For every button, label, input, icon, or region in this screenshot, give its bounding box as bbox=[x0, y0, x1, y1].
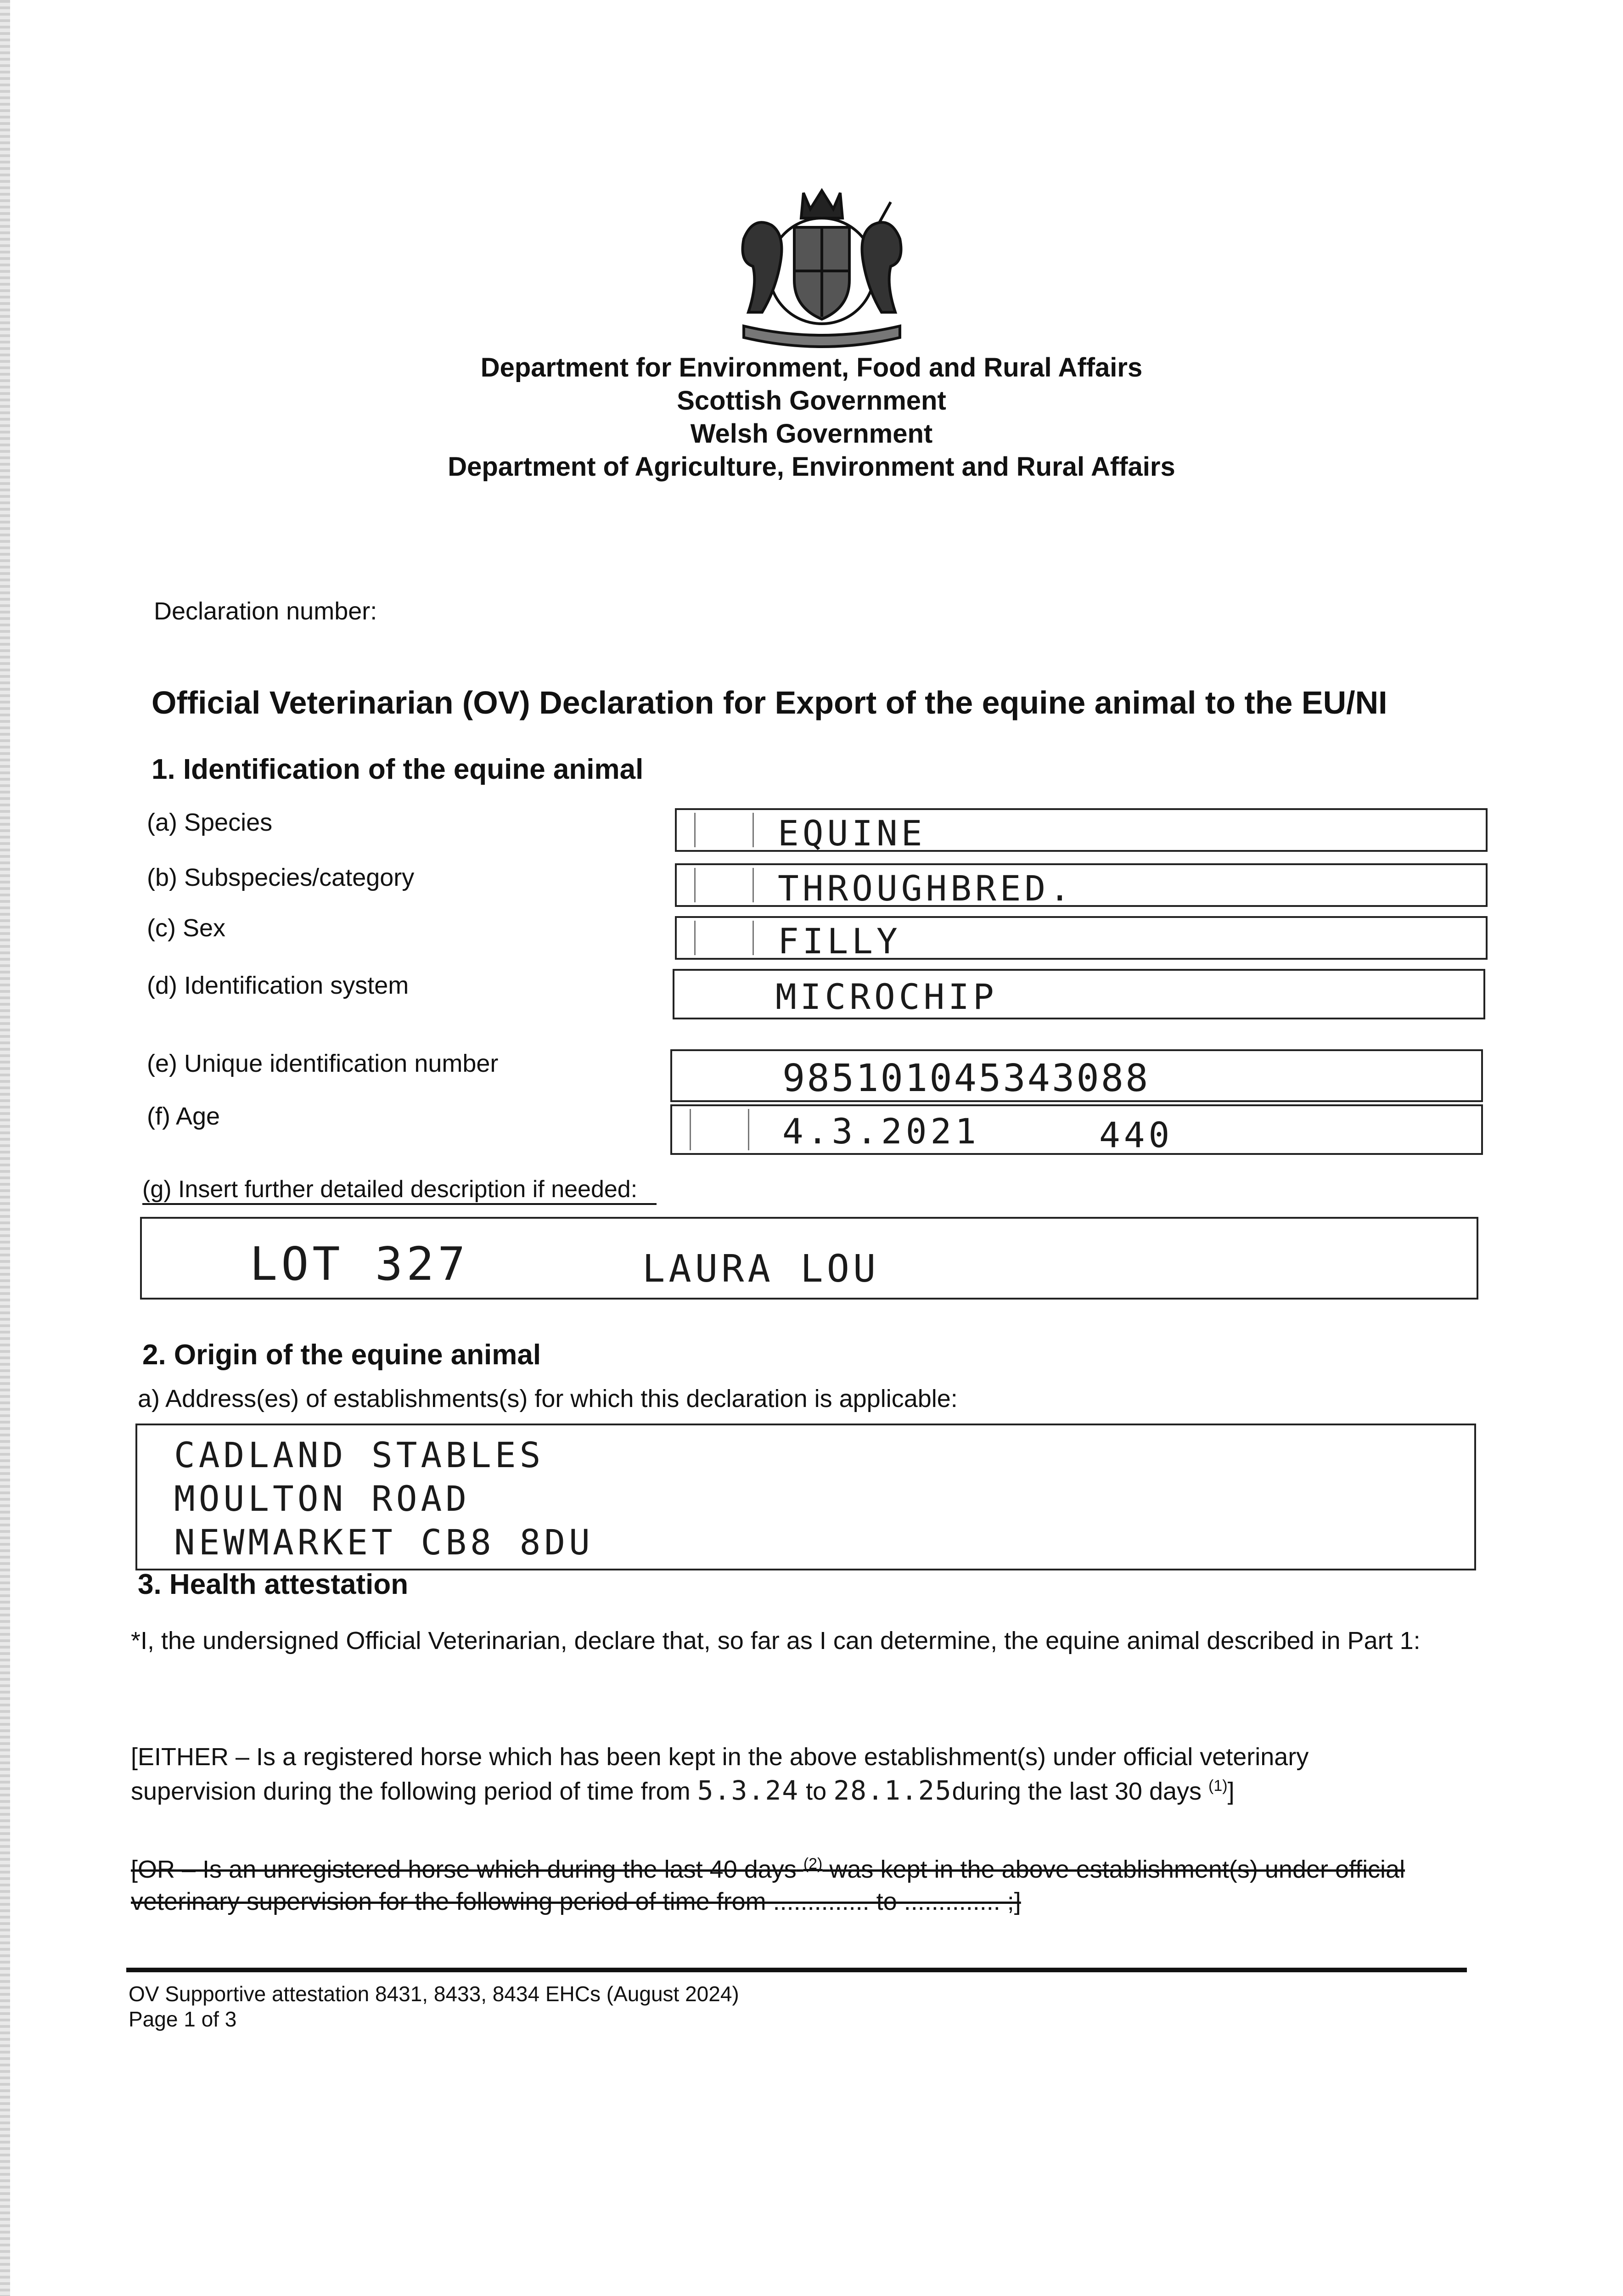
section3-heading: 3. Health attestation bbox=[138, 1569, 409, 1600]
subspecies-label: (b) Subspecies/category bbox=[147, 864, 415, 891]
section2-heading: 2. Origin of the equine animal bbox=[142, 1339, 541, 1371]
address-field[interactable] bbox=[135, 1424, 1476, 1570]
age-field[interactable] bbox=[670, 1104, 1483, 1155]
either-to-word: to bbox=[806, 1778, 827, 1805]
further-description-label: (g) Insert further detailed description if needed: bbox=[142, 1176, 638, 1203]
royal-coat-of-arms-icon bbox=[725, 184, 918, 349]
address-line-2: MOULTON ROAD bbox=[174, 1478, 471, 1519]
or-line-1 bbox=[131, 1855, 1405, 1884]
scan-edge bbox=[0, 0, 10, 2296]
unique-id-field[interactable] bbox=[670, 1049, 1483, 1102]
lot-number-value: LOT 327 bbox=[250, 1237, 469, 1291]
document-title: Official Veterinarian (OV) Declaration for Export of the equine animal to the EU/NI bbox=[152, 685, 1387, 720]
identification-system-field[interactable] bbox=[673, 969, 1485, 1019]
age-label: (f) Age bbox=[147, 1103, 220, 1130]
either-close: ] bbox=[1227, 1778, 1235, 1805]
sex-label: (c) Sex bbox=[147, 914, 226, 942]
either-line-2-post: during the last 30 days bbox=[952, 1778, 1202, 1805]
either-line-2 bbox=[131, 1775, 1235, 1806]
or-line-1-pre: [OR – Is an unregistered horse which during the last 40 days bbox=[131, 1856, 797, 1883]
age-date-value: 4.3.2021 bbox=[782, 1111, 980, 1152]
either-line-2-pre: supervision during the following period of time from bbox=[131, 1778, 691, 1805]
or-footnote: (2) bbox=[803, 1855, 823, 1873]
species-label: (a) Species bbox=[147, 809, 273, 836]
either-line-1: [EITHER – Is a registered horse which has been kept in the above establishment(s) under official veterinary bbox=[131, 1743, 1309, 1771]
age-extra-value: 440 bbox=[1099, 1114, 1174, 1155]
address-label: a) Address(es) of establishments(s) for which this declaration is applicable: bbox=[138, 1385, 958, 1412]
unique-id-label: (e) Unique identification number bbox=[147, 1050, 499, 1077]
sex-value: FILLY bbox=[778, 921, 901, 962]
declaration-number-label: Declaration number: bbox=[154, 597, 377, 625]
subspecies-value: THROUGHBRED. bbox=[778, 868, 1074, 909]
species-value: EQUINE bbox=[778, 813, 926, 854]
period-to-value: 28.1.25 bbox=[833, 1775, 952, 1806]
footer-attestation-ref: OV Supportive attestation 8431, 8433, 8434 EHCs (August 2024) bbox=[129, 1982, 739, 2006]
footer-rule bbox=[126, 1968, 1467, 1972]
department-welsh-gov: Welsh Government bbox=[690, 419, 933, 449]
address-line-1: CADLAND STABLES bbox=[174, 1435, 545, 1475]
or-line-2: veterinary supervision for the following period of time from .............. to .............. ;] bbox=[131, 1888, 1021, 1915]
period-from-value: 5.3.24 bbox=[697, 1775, 799, 1806]
identification-system-label: (d) Identification system bbox=[147, 972, 409, 999]
identification-system-value: MICROCHIP bbox=[775, 976, 998, 1017]
unique-id-value: 985101045343088 bbox=[782, 1057, 1150, 1100]
subspecies-field[interactable] bbox=[675, 863, 1488, 907]
species-field[interactable] bbox=[675, 808, 1488, 852]
footer-page-number: Page 1 of 3 bbox=[129, 2007, 237, 2031]
label-underline bbox=[142, 1203, 657, 1205]
horse-name-value: LAURA LOU bbox=[642, 1247, 880, 1291]
department-scottish-gov: Scottish Government bbox=[677, 386, 946, 416]
department-defra: Department for Environment, Food and Rural Affairs bbox=[480, 353, 1143, 383]
department-daera: Department of Agriculture, Environment and Rural Affairs bbox=[448, 452, 1175, 482]
attestation-intro: *I, the undersigned Official Veterinarian, declare that, so far as I can determine, the equine animal described in Part 1: bbox=[131, 1627, 1421, 1654]
further-description-field[interactable] bbox=[140, 1217, 1478, 1300]
or-line-1-post: was kept in the above establishment(s) under official bbox=[829, 1856, 1405, 1883]
address-line-3: NEWMARKET CB8 8DU bbox=[174, 1522, 594, 1563]
department-names bbox=[0, 351, 1623, 484]
section1-heading: 1. Identification of the equine animal bbox=[152, 754, 644, 785]
sex-field[interactable] bbox=[675, 916, 1488, 960]
either-footnote: (1) bbox=[1208, 1777, 1228, 1795]
